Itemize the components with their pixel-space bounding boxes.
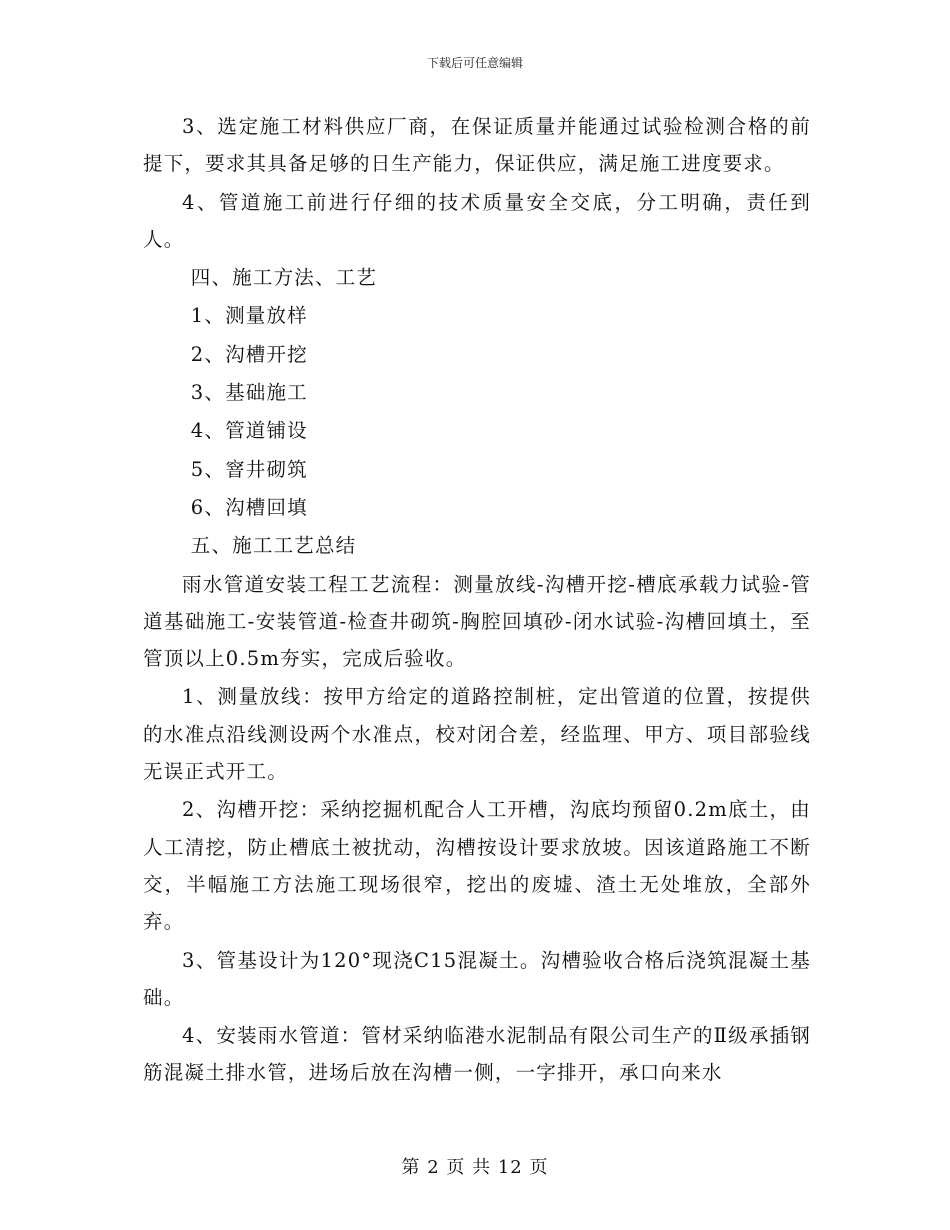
- list-item-pipe-laying: 4、管道铺设: [190, 419, 308, 443]
- paragraph-process-flow: 雨水管道安装工程工艺流程：测量放线-沟槽开挖-槽底承载力试验-管道基础施工-安装管道-检查井砌筑-胸腔回填砂-闭水试验-沟槽回填土，至管顶以上0.5m夯实，完成后验收。: [143, 572, 811, 671]
- paragraph-pipe-installation: 4、安装雨水管道：管材采纳临港水泥制品有限公司生产的Ⅱ级承插钢筋混凝土排水管，进场后放在沟槽一侧，一字排开，承口向来水: [143, 1024, 811, 1085]
- paragraph-materials-supplier: 3、选定施工材料供应厂商，在保证质量并能通过试验检测合格的前提下，要求其具备足够的日生产能力，保证供应，满足施工进度要求。: [143, 115, 811, 176]
- section-heading-methods: 四、施工方法、工艺: [190, 266, 378, 290]
- paragraph-survey-details: 1、测量放线：按甲方给定的道路控制桩，定出管道的位置，按提供的水准点沿线测设两个水准点，校对闭合差，经监理、甲方、项目部验线无误正式开工。: [143, 685, 811, 784]
- list-item-trench-excavation: 2、沟槽开挖: [190, 342, 308, 366]
- list-item-manhole: 5、窨井砌筑: [190, 457, 308, 481]
- list-item-backfill: 6、沟槽回填: [190, 495, 308, 519]
- list-item-foundation: 3、基础施工: [190, 381, 308, 405]
- document-body: [143, 108, 811, 1093]
- page-number: 第 2 页 共 12 页: [401, 1157, 549, 1178]
- paragraph-technical-briefing: 4、管道施工前进行仔细的技术质量安全交底，分工明确，责任到人。: [143, 190, 811, 251]
- paragraph-excavation-details: 2、沟槽开挖：采纳挖掘机配合人工开槽，沟底均预留0.2m底土，由人工清挖，防止槽底土被扰动，沟槽按设计要求放坡。因该道路施工不断交，半幅施工方法施工现场很窄，挖出的废墟、渣土无处堆放，全部外弃。: [143, 798, 811, 934]
- list-item-survey: 1、测量放样: [190, 304, 308, 328]
- section-heading-summary: 五、施工工艺总结: [190, 534, 357, 558]
- paragraph-foundation-details: 3、管基设计为120°现浇C15混凝土。沟槽验收合格后浇筑混凝土基础。: [143, 948, 811, 1009]
- page-header: 下载后可任意编辑: [426, 56, 523, 70]
